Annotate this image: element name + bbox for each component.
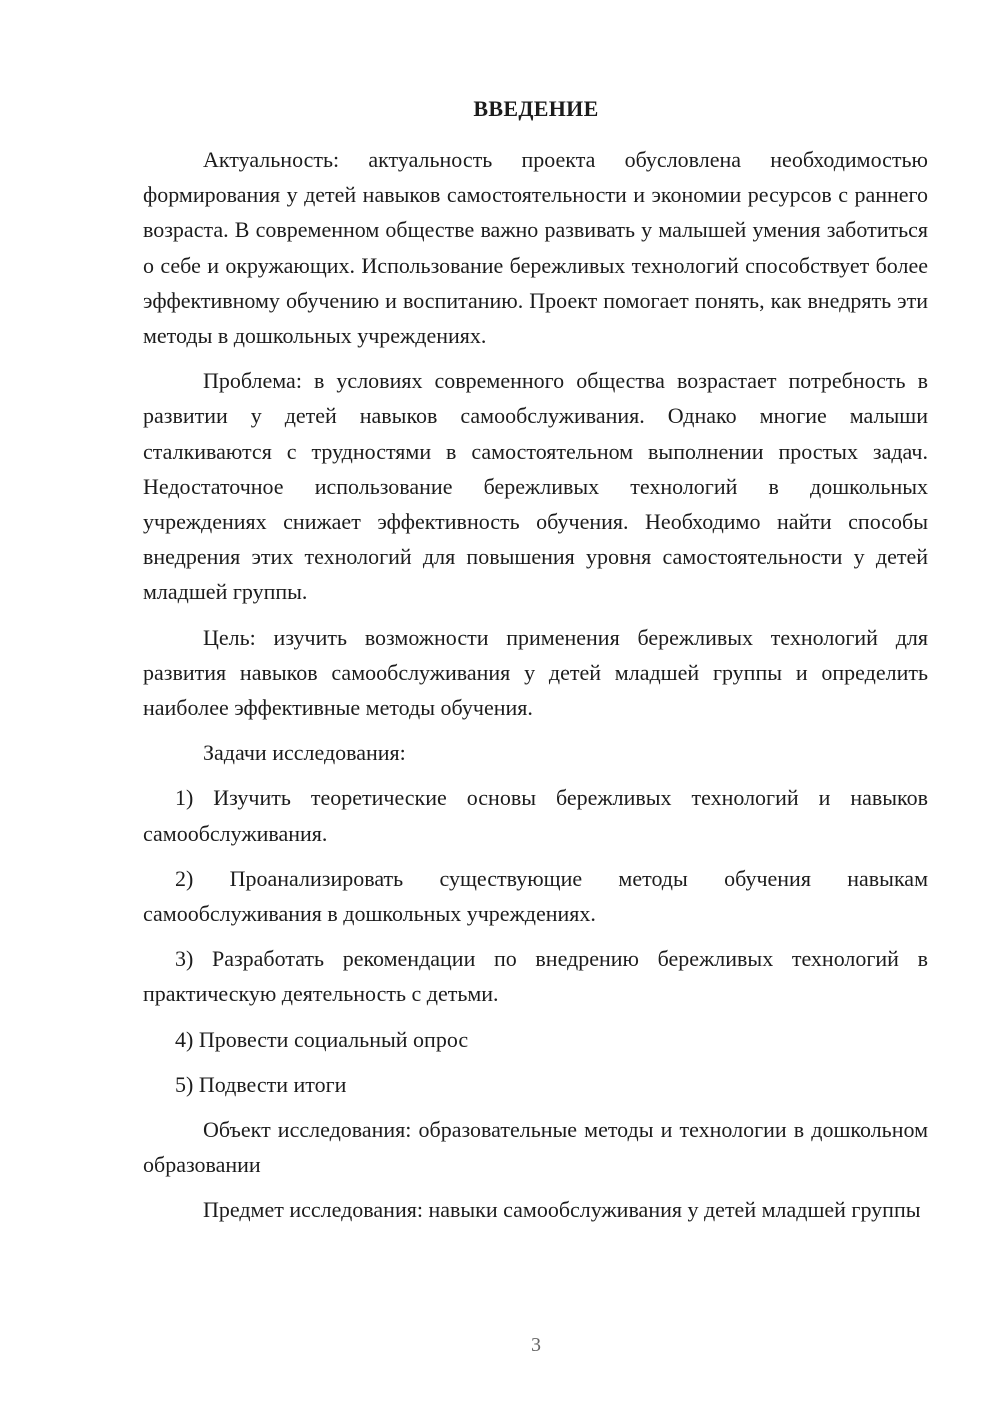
paragraph-relevance: Актуальность: актуальность проекта обусловлена необходимостью формирования у детей навыков самостоятельности и экономии ресурсов с раннего возраста. В современном обществе важно развивать у малышей умения заботиться о себе и окружающих. Использование бережливых технологий способствует более эффективному обучению и воспитанию. Проект помогает понять, как внедрять эти методы в дошкольных учреждениях. xyxy=(143,147,928,349)
task-item-2: 2) Проанализировать существующие методы обучения навыкам самообслуживания в дошкольных учреждениях. xyxy=(143,865,928,927)
task-item-3: 3) Разработать рекомендации по внедрению бережливых технологий в практическую деятельность с детьми. xyxy=(143,946,928,1007)
page-number: 3 xyxy=(531,1334,541,1356)
section-heading: ВВЕДЕНИЕ xyxy=(473,96,599,121)
paragraph-problem: Проблема: в условиях современного общества возрастает потребность в развитии у детей навыков самообслуживания. Однако многие малыши сталкиваются с трудностями в самостоятельном выполнении простых задач. Недостаточное использование бережливых технологий в дошкольных учреждениях снижает эффективность обучения. Необходимо найти способы внедрения этих технологий для повышения уровня самостоятельности у детей младшей группы. xyxy=(143,368,928,605)
paragraph-subject: Предмет исследования: навыки самообслуживания у детей младшей группы xyxy=(203,1197,921,1223)
task-item-4: 4) Провести социальный опрос xyxy=(175,1026,469,1052)
task-item-5: 5) Подвести итоги xyxy=(175,1071,347,1097)
document-body xyxy=(143,142,928,1228)
paragraph-object: Объект исследования: образовательные методы и технологии в дошкольном образовании xyxy=(143,1117,928,1178)
paragraph-goal: Цель: изучить возможности применения бережливых технологий для развития навыков самообслуживания у детей младшей группы и определить наиболее эффективные методы обучения. xyxy=(143,624,928,721)
task-item-1: 1) Изучить теоретические основы бережливых технологий и навыков самообслуживания. xyxy=(143,785,928,846)
tasks-title: Задачи исследования: xyxy=(203,740,406,766)
